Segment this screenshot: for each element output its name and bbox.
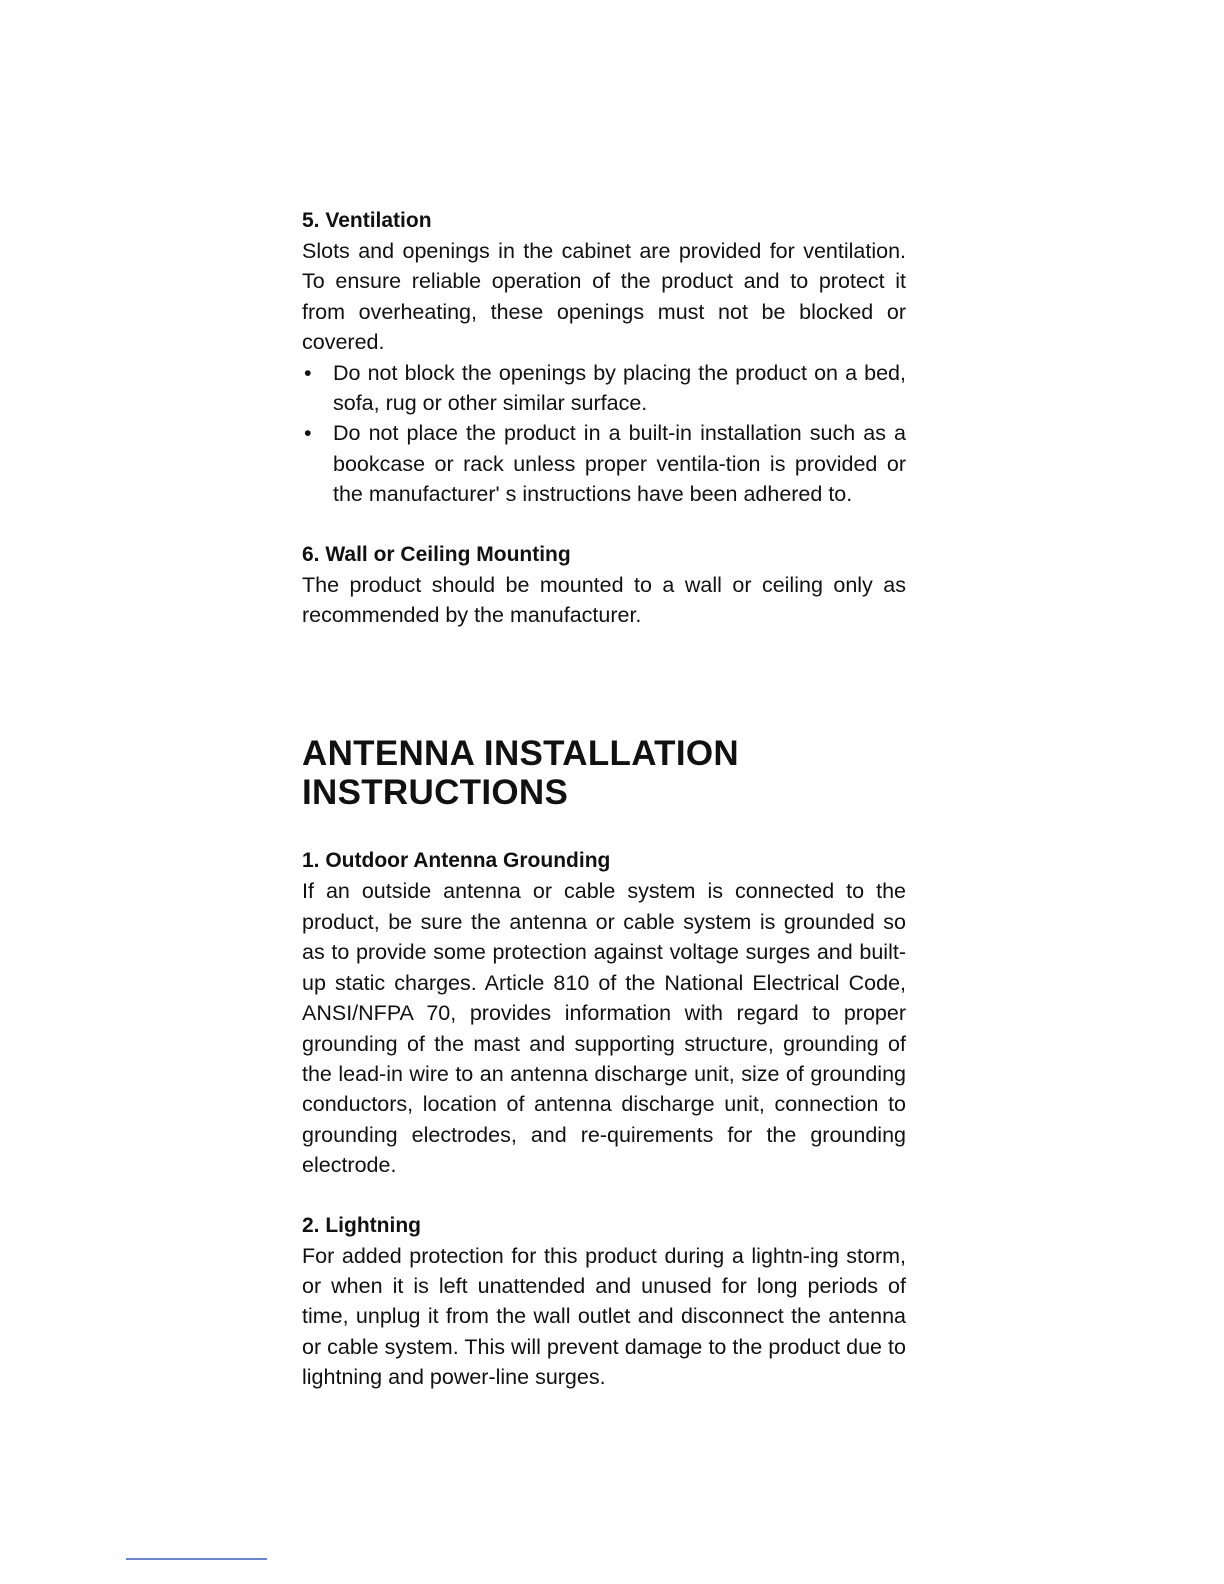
- lightning-text: For added protection for this product during a lightn-ing storm, or when it is left unattended and unused for long periods of time, unplug it from the wall outlet and disconnect the antenna or cable system. This will prevent damage to the product due to lightning and power-line surges.: [302, 1243, 906, 1390]
- spacer: [302, 510, 906, 540]
- grounding-heading: 1. Outdoor Antenna Grounding: [302, 849, 611, 873]
- spacer: [302, 812, 906, 846]
- antenna-title-line-2: INSTRUCTIONS: [302, 773, 569, 813]
- ventilation-heading: 5. Ventilation: [302, 209, 432, 232]
- antenna-title: [302, 734, 906, 812]
- bullet-icon: •: [304, 360, 312, 385]
- mounting-text: The product should be mounted to a wall or ceiling only as recommended by the manufacturer.: [302, 572, 906, 628]
- footer-rule: [126, 1558, 267, 1560]
- ventilation-bullet-list: [302, 358, 906, 510]
- ventilation-bullet: [302, 418, 906, 509]
- lightning-heading: 2. Lightning: [302, 1213, 421, 1237]
- lightning-section: [302, 1211, 906, 1393]
- ventilation-bullet: [302, 358, 906, 419]
- mounting-heading: 6. Wall or Ceiling Mounting: [302, 542, 571, 566]
- grounding-section: [302, 846, 906, 1180]
- mounting-section: [302, 540, 906, 631]
- ventilation-section: [302, 206, 906, 510]
- bullet-icon: •: [304, 421, 312, 446]
- ventilation-intro: Slots and openings in the cabinet are provided for ventilation. To ensure reliable operation of the product and to protect it from overheating, these openings must not be blocked or covered.: [302, 239, 906, 355]
- grounding-text: If an outside antenna or cable system is connected to the product, be sure the antenna or cable system is grounded so as to provide some protection against voltage surges and built-up static charges. Article 810 of the National Electrical Code, ANSI/NFPA 70, provides information with regard to proper grounding of the mast and supporting structure, grounding of the lead-in wire to an antenna discharge unit, size of grounding conductors, location of antenna discharge unit, connection to grounding electrodes, and re-quirements for the grounding electrode.: [302, 879, 906, 1178]
- spacer: [302, 630, 906, 734]
- spacer: [302, 1181, 906, 1211]
- bullet-text: Do not block the openings by placing the product on a bed, sofa, rug or other similar surface.: [333, 360, 906, 416]
- bullet-text: Do not place the product in a built-in installation such as a bookcase or rack unless proper ventila-tion is provided or the manufacturer' s instructions have been adhered to.: [333, 421, 906, 507]
- text-column: [302, 206, 906, 1393]
- antenna-title-line-1: ANTENNA INSTALLATION: [302, 734, 739, 774]
